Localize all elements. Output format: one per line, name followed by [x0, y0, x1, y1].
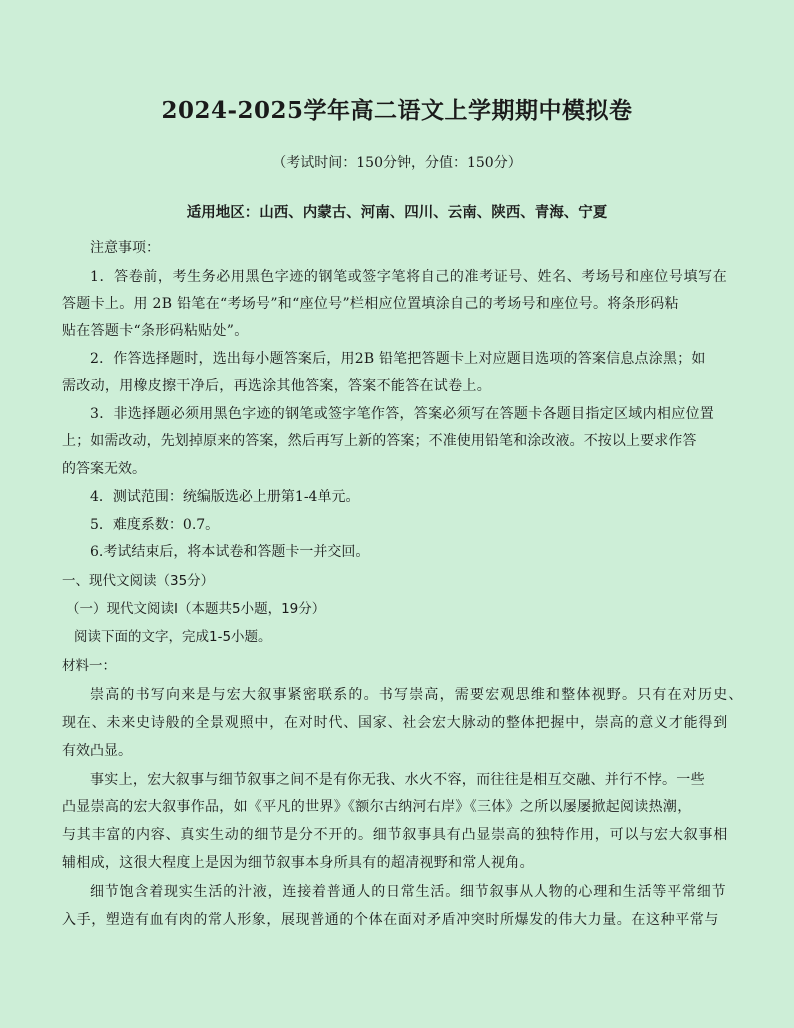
exam-title: 2024-2025学年高二语文上学期期中模拟卷 [161, 97, 633, 124]
section-heading: 一、现代文阅读（35分） [62, 573, 215, 589]
notice-heading: 注意事项： [90, 240, 160, 256]
notice-line: 答题卡上。用 2B 铅笔在“考场号”和“座位号”栏相应位置填涂自己的考场号和座位号。将条形码粘 [62, 296, 679, 312]
passage-line: 辅相成，这很大程度上是因为细节叙事本身所具有的超凊视野和常人视角。 [62, 855, 534, 871]
exam-duration-info: （考试时间：150分钟，分值：150分） [272, 155, 522, 171]
passage-line: 事实上，宏大叙事与细节叙事之间不是有你无我、水火不容，而往往是相互交融、并行不悖。一些 [90, 772, 705, 788]
reading-instruction: 阅读下面的文字，完成1-5小题。 [74, 629, 272, 645]
material-heading: 材料一： [62, 658, 116, 674]
notice-line: 贴在答题卡“条形码粘贴处”。 [62, 323, 249, 339]
notice-line: 上；如需改动，先划掉原来的答案，然后再写上新的答案；不准使用铅笔和涂改液。不按以上要求作答 [62, 433, 697, 449]
passage-line: 入手，塑造有血有肉的常人形象，展现普通的个体在面对矛盾冲突时所爆发的伟大力量。在这种平常与 [62, 912, 719, 928]
notice-line: 的答案无效。 [62, 461, 146, 477]
notice-line: 需改动，用橡皮擦干净后，再选涂其他答案，答案不能答在试卷上。 [62, 378, 491, 394]
notice-line: 4．测试范围：统编版选必上册第1-4单元。 [90, 489, 360, 505]
notice-line: 1．答卷前，考生务必用黑色字迹的钢笔或签字笔将自己的准考证号、姓名、考场号和座位号填写在 [90, 269, 728, 285]
passage-line: 有效凸显。 [62, 743, 132, 759]
notice-line: 3．非选择题必须用黑色字迹的钢笔或签字笔作答，答案必须写在答题卡各题目指定区域内相应位置 [90, 406, 715, 422]
passage-line: 现在、未来史诗般的全景观照中，在对时代、国家、社会宏大脉动的整体把握中，崇高的意义才能得到 [62, 715, 728, 731]
subsection-heading: （一）现代文阅读Ⅰ（本题共5小题，19分） [66, 601, 326, 617]
notice-line: 5．难度系数：0.7。 [90, 517, 220, 533]
passage-line: 与其丰富的内容、真实生动的细节是分不开的。细节叙事具有凸显崇高的独特作用，可以与宏大叙事相 [62, 827, 728, 843]
passage-line: 细节饱含着现实生活的汁液，连接着普通人的日常生活。细节叙事从人物的心理和生活等平常细节 [90, 884, 727, 900]
notice-line: 6.考试结束后，将本试卷和答题卡一并交回。 [90, 544, 370, 560]
applicable-regions: 适用地区：山西、内蒙古、河南、四川、云南、陕西、青海、宁夏 [186, 204, 608, 221]
passage-line: 崇高的书写向来是与宏大叙事紧密联系的。书写崇高，需要宏观思维和整体视野。只有在对历史、 [90, 687, 744, 703]
notice-line: 2．作答选择题时，选出每小题答案后，用2B 铅笔把答题卡上对应题目选项的答案信息点涂黑；如 [90, 351, 706, 367]
passage-line: 凸显崇高的宏大叙事作品，如《平凡的世界》《额尔古纳河右岸》《三体》之所以屡屡掀起阅读热潮， [62, 799, 692, 815]
